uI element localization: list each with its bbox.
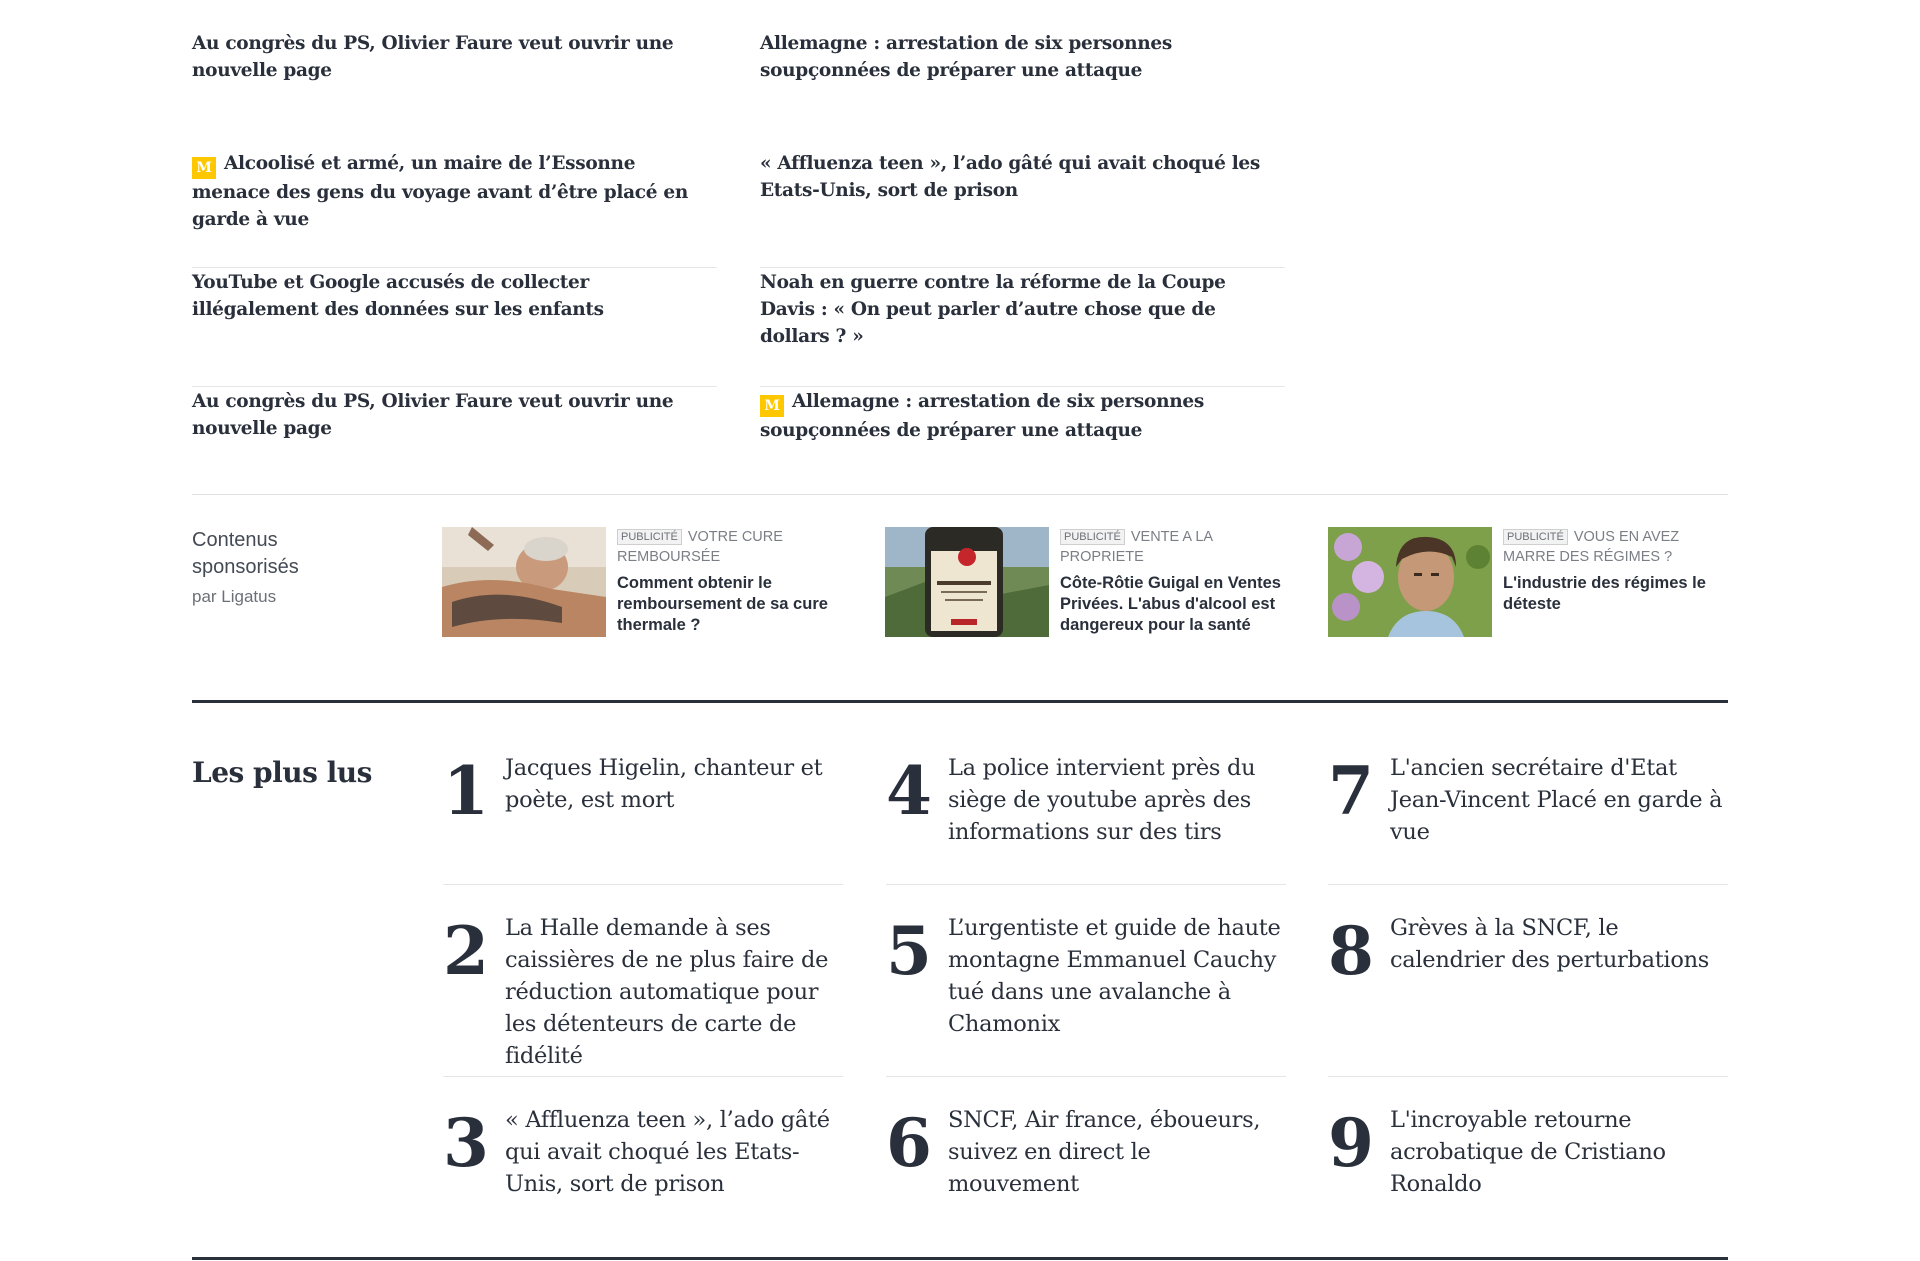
most-read-column bbox=[886, 752, 1286, 1217]
section-divider bbox=[192, 494, 1728, 495]
headline-link[interactable] bbox=[760, 150, 1285, 204]
sponsored-kicker bbox=[1503, 527, 1733, 567]
sponsored-provider[interactable]: par Ligatus bbox=[192, 587, 277, 606]
headline-text: « Affluenza teen », l’ado gâté qui avait choqué les Etats-Unis, sort de prison bbox=[760, 153, 1261, 201]
rank-number: 7 bbox=[1328, 752, 1374, 830]
headline-item bbox=[760, 149, 1285, 268]
premium-badge-icon: M bbox=[192, 157, 216, 179]
headline-item bbox=[192, 149, 717, 268]
headline-link[interactable] bbox=[760, 269, 1285, 350]
most-read-item[interactable] bbox=[443, 1077, 843, 1217]
kicker-text: VENTE A LA PROPRIETE bbox=[1060, 529, 1213, 565]
man-portrait-photo bbox=[1328, 527, 1492, 637]
headline-item bbox=[192, 30, 717, 149]
most-read-link[interactable]: SNCF, Air france, éboueurs, suivez en direct le mouvement bbox=[948, 1107, 1261, 1197]
headline-link[interactable] bbox=[760, 388, 1285, 444]
sponsored-item[interactable] bbox=[885, 527, 1290, 672]
rank-number: 2 bbox=[443, 912, 489, 990]
most-read-item[interactable] bbox=[886, 752, 1286, 885]
section-divider-thick bbox=[192, 700, 1728, 703]
headline-item bbox=[192, 268, 717, 387]
headline-text: Allemagne : arrestation de six personnes soupçonnées de préparer une attaque bbox=[760, 33, 1172, 81]
most-read-column bbox=[443, 752, 843, 1217]
headline-link[interactable] bbox=[192, 269, 717, 323]
sponsored-item[interactable] bbox=[1328, 527, 1733, 672]
headline-link[interactable] bbox=[192, 150, 717, 233]
most-read-item[interactable] bbox=[1328, 1077, 1728, 1217]
sponsored-kicker bbox=[1060, 527, 1290, 567]
spa-massage-photo bbox=[442, 527, 606, 637]
headline-item bbox=[760, 387, 1285, 506]
sponsored-image[interactable] bbox=[885, 527, 1049, 637]
rank-number: 4 bbox=[886, 752, 932, 830]
kicker-text: VOUS EN AVEZ MARRE DES RÉGIMES ? bbox=[1503, 529, 1680, 565]
sponsored-image[interactable] bbox=[1328, 527, 1492, 637]
most-read-item[interactable] bbox=[886, 1077, 1286, 1217]
sponsored-headline[interactable]: Comment obtenir le remboursement de sa cure thermale ? bbox=[617, 574, 828, 634]
rank-number: 6 bbox=[886, 1104, 932, 1182]
most-read-column bbox=[1328, 752, 1728, 1217]
most-read-item[interactable] bbox=[1328, 885, 1728, 1077]
sponsored-kicker bbox=[617, 527, 847, 567]
sponsored-image[interactable] bbox=[442, 527, 606, 637]
headline-row bbox=[192, 387, 1287, 506]
most-read-link[interactable]: L’urgentiste et guide de haute montagne Emmanuel Cauchy tué dans une avalanche à Chamonix bbox=[948, 915, 1281, 1037]
headline-text: Alcoolisé et armé, un maire de l’Essonne menace des gens du voyage avant d’être placé en garde à vue bbox=[192, 153, 688, 230]
most-read-link[interactable]: « Affluenza teen », l’ado gâté qui avait choqué les Etats-Unis, sort de prison bbox=[505, 1107, 830, 1197]
sponsored-headline[interactable]: L'industrie des régimes le déteste bbox=[1503, 574, 1706, 613]
sponsored-headline[interactable]: Côte-Rôtie Guigal en Ventes Privées. L'abus d'alcool est dangereux pour la santé bbox=[1060, 574, 1281, 634]
rank-number: 9 bbox=[1328, 1104, 1374, 1182]
headline-item bbox=[192, 387, 717, 506]
most-read-link[interactable]: La Halle demande à ses caissières de ne plus faire de réduction automatique pour les détenteurs de carte de fidélité bbox=[505, 915, 829, 1069]
headline-item bbox=[760, 268, 1285, 387]
most-read-link[interactable]: Jacques Higelin, chanteur et poète, est mort bbox=[505, 755, 823, 813]
most-read-item[interactable] bbox=[886, 885, 1286, 1077]
pub-tag: PUBLICITÉ bbox=[1060, 529, 1125, 545]
rank-number: 5 bbox=[886, 912, 932, 990]
headline-row bbox=[192, 149, 1287, 268]
rank-number: 1 bbox=[443, 752, 489, 830]
most-read-link[interactable]: Grèves à la SNCF, le calendrier des perturbations bbox=[1390, 915, 1710, 973]
headline-text: YouTube et Google accusés de collecter illégalement des données sur les enfants bbox=[192, 272, 604, 320]
sponsored-text bbox=[1060, 527, 1290, 636]
headline-link[interactable] bbox=[192, 30, 717, 84]
headline-link[interactable] bbox=[192, 388, 717, 442]
kicker-text: VOTRE CURE REMBOURSÉE bbox=[617, 529, 783, 565]
section-divider-thick bbox=[192, 1257, 1728, 1260]
headline-grid bbox=[192, 30, 1287, 506]
most-read-link[interactable]: L'ancien secrétaire d'Etat Jean-Vincent Placé en garde à vue bbox=[1390, 755, 1723, 845]
premium-badge-icon: M bbox=[760, 395, 784, 417]
most-read-item[interactable] bbox=[443, 885, 843, 1077]
pub-tag: PUBLICITÉ bbox=[617, 529, 682, 545]
pub-tag: PUBLICITÉ bbox=[1503, 529, 1568, 545]
headline-link[interactable] bbox=[760, 30, 1285, 84]
headline-item bbox=[760, 30, 1285, 149]
headline-text: Noah en guerre contre la réforme de la Coupe Davis : « On peut parler d’autre chose que de dollars ? » bbox=[760, 272, 1226, 347]
most-read-link[interactable]: L'incroyable retourne acrobatique de Cristiano Ronaldo bbox=[1390, 1107, 1666, 1197]
headline-text: Allemagne : arrestation de six personnes soupçonnées de préparer une attaque bbox=[760, 391, 1204, 441]
sponsored-title: Contenus sponsorisés bbox=[192, 529, 299, 578]
sponsored-text bbox=[617, 527, 847, 636]
sponsored-section bbox=[192, 527, 1728, 672]
headline-text: Au congrès du PS, Olivier Faure veut ouvrir une nouvelle page bbox=[192, 33, 674, 81]
rank-number: 8 bbox=[1328, 912, 1374, 990]
headline-row bbox=[192, 30, 1287, 149]
headline-row bbox=[192, 268, 1287, 387]
wine-bottle-photo bbox=[885, 527, 1049, 637]
most-read-item[interactable] bbox=[1328, 752, 1728, 885]
headline-text: Au congrès du PS, Olivier Faure veut ouvrir une nouvelle page bbox=[192, 391, 674, 439]
sponsored-text bbox=[1503, 527, 1733, 615]
most-read-title: Les plus lus bbox=[192, 756, 372, 789]
sponsored-item[interactable] bbox=[442, 527, 847, 672]
rank-number: 3 bbox=[443, 1104, 489, 1182]
most-read-item[interactable] bbox=[443, 752, 843, 885]
most-read-link[interactable]: La police intervient près du siège de youtube après des informations sur des tirs bbox=[948, 755, 1256, 845]
